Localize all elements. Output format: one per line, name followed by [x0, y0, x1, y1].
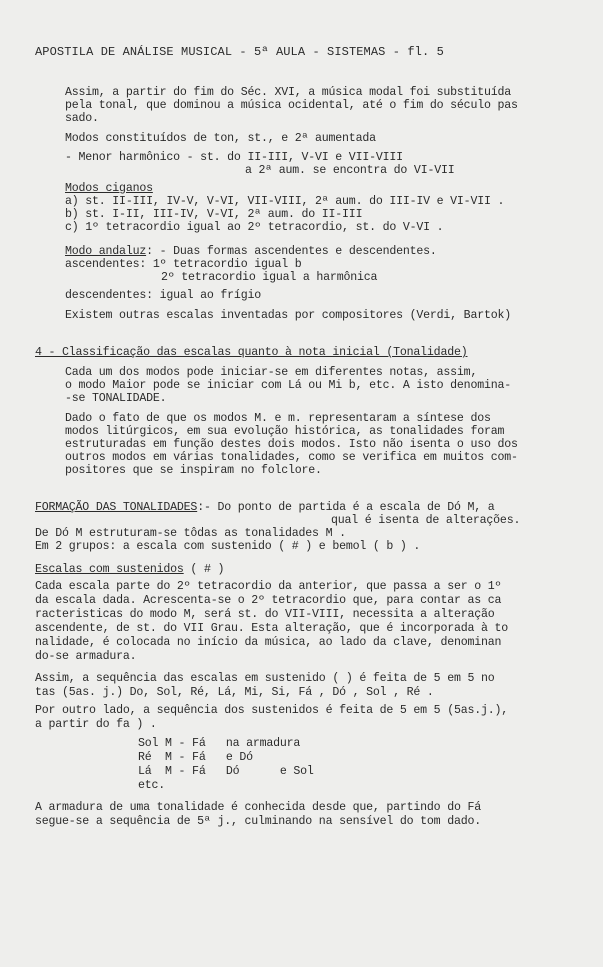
section-4-p1-line-1: Cada um dos modos pode iniciar-se em diferentes notas, assim,	[65, 366, 478, 379]
section-4-p2-line-2: modos litúrgicos, em sua evolução histórica, as tonalidades foram	[65, 425, 505, 438]
sustenidos-p3-line-2: a partir do fa ) .	[35, 718, 157, 731]
sustenidos-title: Escalas com sustenidos	[35, 563, 184, 576]
sustenidos-p1-line-5: nalidade, é colocada no início da música, ao lado da clave, denominan	[35, 636, 502, 649]
modos-ton-line-1: Modos constituídos de ton, st., e 2ª aumentada	[65, 132, 376, 145]
example-line-1: Sol M - Fá na armadura	[138, 737, 301, 750]
andaluz-line-5: Existem outras escalas inventadas por compositores (Verdi, Bartok)	[65, 309, 511, 322]
sustenidos-p1-line-4: ascendente, de st. do VII Grau. Esta alteração, que é incorporada à to	[35, 622, 509, 635]
sustenidos-p1-line-6: do-se armadura.	[35, 650, 137, 663]
example-line-3: Lá M - Fá Dó e Sol	[138, 765, 314, 778]
ciganos-b: b) st. I-II, III-IV, V-VI, 2ª aum. do II-III	[65, 208, 363, 221]
sustenidos-p2-line-1: Assim, a sequência das escalas em sustenido ( ) é feita de 5 em 5 no	[35, 672, 495, 685]
modos-ton-line-2: - Menor harmônico - st. do II-III, V-VI e VII-VIII	[65, 151, 403, 164]
andaluz-line-2: ascendentes: 1º tetracordio igual b	[65, 258, 302, 271]
section-4-p1-line-2: o modo Maior pode se iniciar com Lá ou Mi b, etc. A isto denomina-	[65, 379, 511, 392]
andaluz-line-3: 2º tetracordio igual a harmônica	[161, 271, 378, 284]
section-4-p2-line-1: Dado o fato de que os modos M. e m. representaram a síntese dos	[65, 412, 491, 425]
formacao-line-2: qual é isenta de alterações.	[331, 514, 521, 527]
intro-line-1: Assim, a partir do fim do Séc. XVI, a música modal foi substituída	[65, 86, 511, 99]
intro-line-2: pela tonal, que dominou a música ocidental, até o fim do século pas	[65, 99, 518, 112]
sustenidos-p2-line-2: tas (5as. j.) Do, Sol, Ré, Lá, Mi, Si, Fá , Dó , Sol , Ré .	[35, 686, 434, 699]
formacao-line-1-text: :- Do ponto de partida é a escala de Dó M, a	[197, 501, 495, 514]
sustenidos-p1-line-1: Cada escala parte do 2º tetracordio da anterior, que passa a ser o 1º	[35, 580, 502, 593]
intro-line-3: sado.	[65, 112, 99, 125]
sustenidos-heading	[35, 563, 224, 576]
sustenidos-p4-line-1: A armadura de uma tonalidade é conhecida desde que, partindo do Fá	[35, 801, 481, 814]
formacao-line-1	[35, 501, 495, 514]
sustenidos-p1-line-3: racteristicas do modo M, será st. do VII-VIII, necessita a alteração	[35, 608, 495, 621]
formacao-line-4: Em 2 grupos: a escala com sustenido ( # ) e bemol ( b ) .	[35, 540, 421, 553]
section-4-title: 4 - Classificação das escalas quanto à nota inicial (Tonalidade)	[35, 346, 468, 359]
sustenidos-title-suffix: ( # )	[183, 563, 225, 576]
formacao-line-3: De Dó M estruturam-se tôdas as tonalidades M .	[35, 527, 346, 540]
andaluz-line-1	[65, 245, 437, 258]
page-header: APOSTILA DE ANÁLISE MUSICAL - 5ª AULA - SISTEMAS - fl. 5	[35, 45, 444, 59]
section-4-p2-line-4: outros modos em várias tonalidades, como se verifica em muitos com-	[65, 451, 518, 464]
sustenidos-p3-line-1: Por outro lado, a sequência dos sustenidos é feita de 5 em 5 (5as.j.),	[35, 704, 509, 717]
section-4-p2-line-3: estruturadas em função destes dois modos. Isto não isenta o uso dos	[65, 438, 518, 451]
sustenidos-p1-line-2: da escala dada. Acrescenta-se o 2º tetracordio que, para contar as ca	[35, 594, 502, 607]
ciganos-c: c) 1º tetracordio igual ao 2º tetracordio, st. do V-VI .	[65, 221, 444, 234]
andaluz-line-4: descendentes: igual ao frígio	[65, 289, 261, 302]
example-line-4: etc.	[138, 779, 166, 792]
example-line-2: Ré M - Fá e Dó	[138, 751, 253, 764]
section-4-p1-line-3: -se TONALIDADE.	[65, 392, 167, 405]
formacao-title: FORMAÇÃO DAS TONALIDADES	[35, 501, 198, 514]
modos-ton-line-3: a 2ª aum. se encontra do VI-VII	[245, 164, 455, 177]
ciganos-title: Modos ciganos	[65, 182, 153, 195]
ciganos-a: a) st. II-III, IV-V, V-VI, VII-VIII, 2ª aum. do III-IV e VI-VII .	[65, 195, 505, 208]
sustenidos-p4-line-2: segue-se a sequência de 5ª j., culminando na sensível do tom dado.	[35, 815, 481, 828]
andaluz-title: Modo andaluz	[65, 245, 147, 258]
section-4-p2-line-5: positores que se inspiram no folclore.	[65, 464, 322, 477]
andaluz-line-1-text: : - Duas formas ascendentes e descendentes.	[146, 245, 437, 258]
